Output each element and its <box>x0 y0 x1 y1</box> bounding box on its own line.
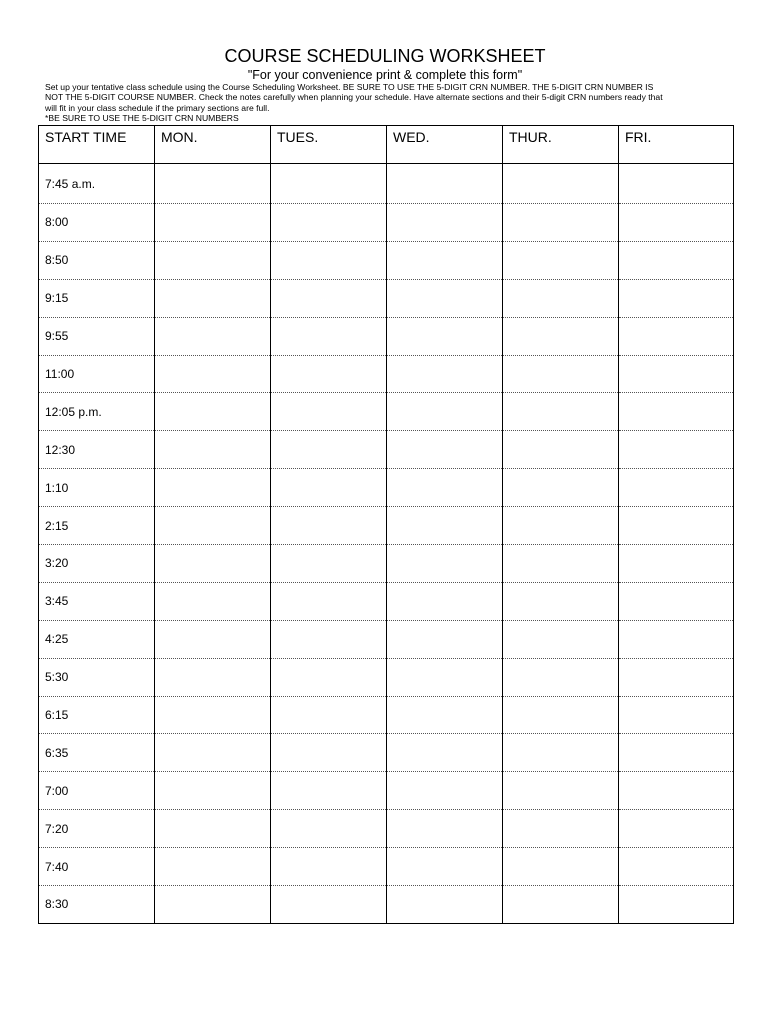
schedule-cell-thu[interactable] <box>503 393 619 431</box>
schedule-cell-tue[interactable] <box>271 164 387 204</box>
schedule-cell-mon[interactable] <box>155 241 271 279</box>
schedule-cell-fri[interactable] <box>619 469 734 507</box>
time-slot-row <box>39 507 734 545</box>
time-label: 7:00 <box>39 772 155 810</box>
time-slot-row <box>39 734 734 772</box>
schedule-cell-mon[interactable] <box>155 582 271 620</box>
worksheet-title: COURSE SCHEDULING WORKSHEET <box>224 46 546 66</box>
schedule-cell-fri[interactable] <box>619 696 734 734</box>
header-wed: WED. <box>387 126 503 164</box>
schedule-cell-fri[interactable] <box>619 241 734 279</box>
time-slot-row <box>39 241 734 279</box>
schedule-cell-thu[interactable] <box>503 164 619 204</box>
schedule-cell-thu[interactable] <box>503 582 619 620</box>
worksheet-subtitle: "For your convenience print & complete this form" <box>247 68 523 82</box>
time-label: 7:20 <box>39 810 155 848</box>
schedule-cell-fri[interactable] <box>619 620 734 658</box>
time-label: 8:50 <box>39 241 155 279</box>
time-label: 7:45 a.m. <box>39 164 155 204</box>
time-slot-row <box>39 317 734 355</box>
schedule-cell-mon[interactable] <box>155 848 271 886</box>
schedule-cell-mon[interactable] <box>155 431 271 469</box>
time-slot-row <box>39 355 734 393</box>
schedule-cell-mon[interactable] <box>155 317 271 355</box>
schedule-cell-fri[interactable] <box>619 431 734 469</box>
time-label: 8:00 <box>39 204 155 242</box>
time-label: 12:30 <box>39 431 155 469</box>
schedule-cell-wed[interactable] <box>387 734 503 772</box>
schedule-cell-tue[interactable] <box>271 317 387 355</box>
time-slot-row <box>39 164 734 204</box>
time-label: 12:05 p.m. <box>39 393 155 431</box>
schedule-cell-tue[interactable] <box>271 393 387 431</box>
time-label: 6:15 <box>39 696 155 734</box>
schedule-cell-thu[interactable] <box>503 241 619 279</box>
schedule-header-row <box>39 126 734 164</box>
time-slot-row <box>39 810 734 848</box>
schedule-cell-wed[interactable] <box>387 241 503 279</box>
schedule-cell-fri[interactable] <box>619 355 734 393</box>
schedule-cell-wed[interactable] <box>387 658 503 696</box>
schedule-cell-thu[interactable] <box>503 355 619 393</box>
schedule-cell-thu[interactable] <box>503 545 619 583</box>
schedule-cell-wed[interactable] <box>387 393 503 431</box>
schedule-cell-wed[interactable] <box>387 279 503 317</box>
time-label: 2:15 <box>39 507 155 545</box>
schedule-cell-tue[interactable] <box>271 696 387 734</box>
schedule-cell-thu[interactable] <box>503 469 619 507</box>
schedule-cell-mon[interactable] <box>155 620 271 658</box>
schedule-cell-thu[interactable] <box>503 772 619 810</box>
time-label: 4:25 <box>39 620 155 658</box>
schedule-cell-thu[interactable] <box>503 204 619 242</box>
time-label: 6:35 <box>39 734 155 772</box>
instruction-line: NOT THE 5-DIGIT COURSE NUMBER. Check the notes carefully when planning your schedule. Have alternate sections and their 5-digit CRN numbers ready that <box>45 92 663 103</box>
schedule-body <box>39 164 734 924</box>
schedule-cell-tue[interactable] <box>271 582 387 620</box>
schedule-cell-wed[interactable] <box>387 204 503 242</box>
schedule-cell-wed[interactable] <box>387 772 503 810</box>
time-slot-row <box>39 772 734 810</box>
schedule-cell-tue[interactable] <box>271 431 387 469</box>
schedule-cell-thu[interactable] <box>503 317 619 355</box>
time-slot-row <box>39 848 734 886</box>
schedule-cell-fri[interactable] <box>619 772 734 810</box>
schedule-cell-thu[interactable] <box>503 507 619 545</box>
header-tues: TUES. <box>271 126 387 164</box>
schedule-cell-thu[interactable] <box>503 734 619 772</box>
schedule-cell-mon[interactable] <box>155 772 271 810</box>
time-label: 5:30 <box>39 658 155 696</box>
time-label: 7:40 <box>39 848 155 886</box>
schedule-cell-thu[interactable] <box>503 279 619 317</box>
schedule-cell-thu[interactable] <box>503 658 619 696</box>
schedule-cell-thu[interactable] <box>503 810 619 848</box>
schedule-cell-fri[interactable] <box>619 658 734 696</box>
header-fri: FRI. <box>619 126 734 164</box>
schedule-cell-tue[interactable] <box>271 355 387 393</box>
schedule-cell-mon[interactable] <box>155 810 271 848</box>
schedule-cell-wed[interactable] <box>387 469 503 507</box>
schedule-cell-mon[interactable] <box>155 545 271 583</box>
schedule-cell-fri[interactable] <box>619 545 734 583</box>
schedule-cell-tue[interactable] <box>271 848 387 886</box>
schedule-cell-mon[interactable] <box>155 279 271 317</box>
schedule-cell-tue[interactable] <box>271 469 387 507</box>
schedule-cell-tue[interactable] <box>271 810 387 848</box>
time-slot-row <box>39 204 734 242</box>
time-slot-row <box>39 582 734 620</box>
schedule-cell-fri[interactable] <box>619 734 734 772</box>
schedule-cell-mon[interactable] <box>155 507 271 545</box>
schedule-cell-tue[interactable] <box>271 734 387 772</box>
schedule-cell-tue[interactable] <box>271 241 387 279</box>
time-slot-row <box>39 393 734 431</box>
schedule-cell-mon[interactable] <box>155 658 271 696</box>
schedule-cell-tue[interactable] <box>271 886 387 924</box>
schedule-cell-wed[interactable] <box>387 848 503 886</box>
schedule-cell-wed[interactable] <box>387 886 503 924</box>
schedule-cell-fri[interactable] <box>619 810 734 848</box>
schedule-cell-mon[interactable] <box>155 393 271 431</box>
schedule-cell-mon[interactable] <box>155 886 271 924</box>
schedule-cell-fri[interactable] <box>619 507 734 545</box>
time-slot-row <box>39 279 734 317</box>
instructions-block <box>45 82 735 124</box>
time-label: 9:55 <box>39 317 155 355</box>
schedule-cell-mon[interactable] <box>155 164 271 204</box>
instruction-line: will fit in your class schedule if the primary sections are full. <box>45 102 270 113</box>
schedule-cell-thu[interactable] <box>503 431 619 469</box>
instruction-line: Set up your tentative class schedule using the Course Scheduling Worksheet. BE SURE TO USE THE 5-DIGIT CRN NUMBER. THE 5-DIGIT CRN NUMBER IS <box>45 82 654 92</box>
schedule-cell-wed[interactable] <box>387 620 503 658</box>
time-label: 3:45 <box>39 582 155 620</box>
schedule-cell-tue[interactable] <box>271 658 387 696</box>
schedule-cell-mon[interactable] <box>155 696 271 734</box>
schedule-cell-wed[interactable] <box>387 507 503 545</box>
schedule-cell-wed[interactable] <box>387 545 503 583</box>
time-slot-row <box>39 620 734 658</box>
schedule-cell-fri[interactable] <box>619 279 734 317</box>
schedule-cell-wed[interactable] <box>387 431 503 469</box>
time-slot-row <box>39 431 734 469</box>
schedule-cell-fri[interactable] <box>619 204 734 242</box>
schedule-cell-mon[interactable] <box>155 204 271 242</box>
time-label: 8:30 <box>39 886 155 924</box>
schedule-cell-wed[interactable] <box>387 696 503 734</box>
header-thur: THUR. <box>503 126 619 164</box>
schedule-cell-fri[interactable] <box>619 317 734 355</box>
schedule-cell-wed[interactable] <box>387 164 503 204</box>
time-label: 11:00 <box>39 355 155 393</box>
time-label: 3:20 <box>39 545 155 583</box>
time-slot-row <box>39 696 734 734</box>
schedule-cell-thu[interactable] <box>503 620 619 658</box>
schedule-cell-fri[interactable] <box>619 164 734 204</box>
schedule-cell-fri[interactable] <box>619 848 734 886</box>
schedule-cell-mon[interactable] <box>155 469 271 507</box>
header-start-time: START TIME <box>39 126 155 164</box>
time-slot-row <box>39 886 734 924</box>
schedule-cell-thu[interactable] <box>503 848 619 886</box>
schedule-cell-tue[interactable] <box>271 620 387 658</box>
schedule-cell-wed[interactable] <box>387 810 503 848</box>
time-label: 1:10 <box>39 469 155 507</box>
schedule-cell-tue[interactable] <box>271 545 387 583</box>
schedule-cell-mon[interactable] <box>155 734 271 772</box>
schedule-cell-tue[interactable] <box>271 507 387 545</box>
schedule-cell-fri[interactable] <box>619 582 734 620</box>
time-slot-row <box>39 545 734 583</box>
header-mon: MON. <box>155 126 271 164</box>
schedule-cell-wed[interactable] <box>387 355 503 393</box>
schedule-cell-wed[interactable] <box>387 582 503 620</box>
schedule-cell-mon[interactable] <box>155 355 271 393</box>
schedule-cell-thu[interactable] <box>503 886 619 924</box>
instruction-note: *BE SURE TO USE THE 5-DIGIT CRN NUMBERS <box>45 113 239 124</box>
schedule-cell-wed[interactable] <box>387 317 503 355</box>
schedule-cell-tue[interactable] <box>271 279 387 317</box>
schedule-cell-fri[interactable] <box>619 886 734 924</box>
schedule-cell-fri[interactable] <box>619 393 734 431</box>
schedule-cell-tue[interactable] <box>271 204 387 242</box>
schedule-cell-thu[interactable] <box>503 696 619 734</box>
schedule-table <box>38 125 734 924</box>
time-slot-row <box>39 469 734 507</box>
time-label: 9:15 <box>39 279 155 317</box>
schedule-cell-tue[interactable] <box>271 772 387 810</box>
time-slot-row <box>39 658 734 696</box>
